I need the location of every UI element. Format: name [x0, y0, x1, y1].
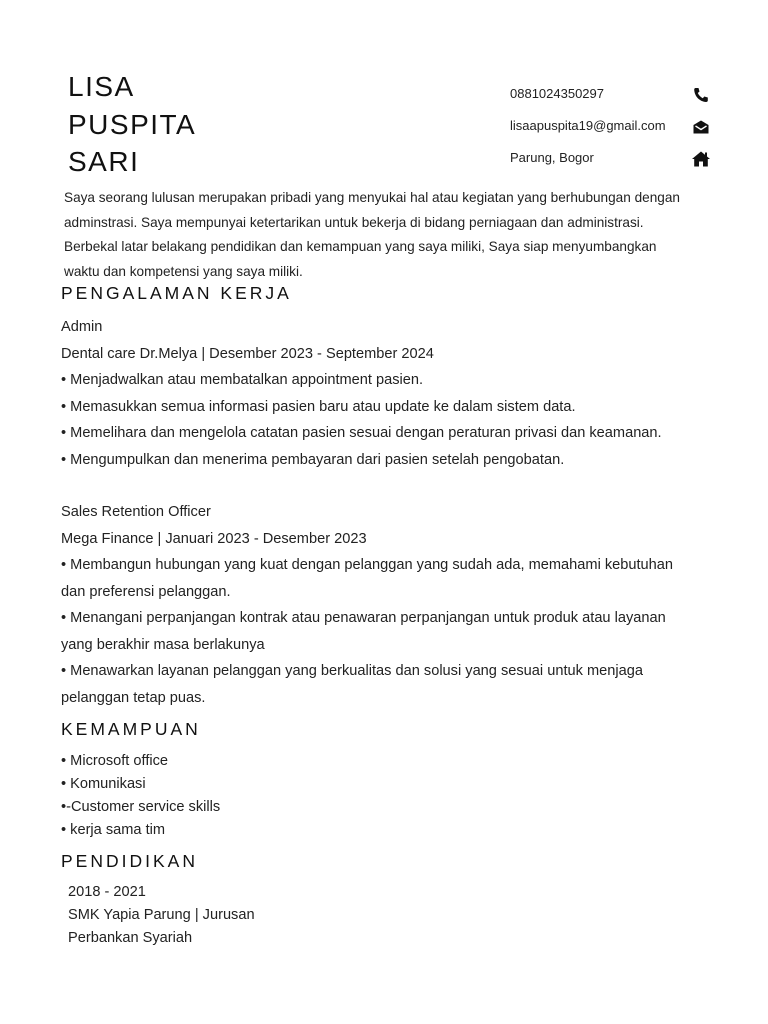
phone-icon	[691, 86, 711, 104]
summary-line: adminstrasi. Saya mempunyai ketertarikan untuk bekerja di bidang perniagaan dan administrasi.	[64, 214, 644, 230]
summary-line: Berbekal latar belakang pendidikan dan kemampuan yang saya miliki, Saya siap menyumbangkan	[64, 239, 657, 254]
job-company-period: Dental care Dr.Melya | Desember 2023 - September 2024	[61, 345, 434, 362]
job-bullet: • Memelihara dan mengelola catatan pasien sesuai dengan peraturan privasi dan keamanan.	[61, 425, 662, 441]
contact-email-row	[510, 116, 730, 148]
skills-title: KEMAMPUAN	[61, 719, 201, 739]
education-years: 2018 - 2021	[68, 884, 146, 900]
skill-item: • kerja sama tim	[61, 822, 166, 838]
job-bullet: • Mengumpulkan dan menerima pembayaran dari pasien setelah pengobatan.	[61, 451, 565, 468]
job-bullet: • Membangun hubungan yang kuat dengan pelanggan yang sudah ada, memahami kebutuhan	[61, 557, 674, 573]
contact-email: lisaapuspita19@gmail.com	[510, 118, 666, 133]
skill-item: • Komunikasi	[61, 776, 146, 792]
education-entry	[68, 881, 768, 950]
contact-address-row	[510, 148, 730, 180]
summary-line: waktu dan kompetensi yang saya miliki.	[64, 263, 303, 279]
education-school: SMK Yapia Parung | Jurusan	[68, 907, 255, 923]
job-role: Admin	[61, 319, 103, 335]
name-last: SARI	[68, 146, 140, 177]
job-bullet: yang berakhir masa berlakunya	[61, 636, 265, 653]
job-bullet: dan preferensi pelanggan.	[61, 583, 231, 600]
skill-item: • Microsoft office	[61, 753, 169, 769]
education-major: Perbankan Syariah	[68, 930, 193, 946]
job-bullet: • Menjadwalkan atau membatalkan appointment pasien.	[61, 372, 424, 388]
job-admin	[61, 314, 761, 473]
summary-line: Saya seorang lulusan merupakan pribadi yang menyukai hal atau kegiatan yang berhubungan dengan	[64, 190, 680, 205]
contact-phone-row	[510, 84, 730, 116]
skills-list	[61, 750, 761, 842]
envelope-icon	[691, 118, 711, 136]
job-sales-retention	[61, 499, 761, 711]
profile-summary	[64, 186, 754, 284]
skill-item: •-Customer service skills	[61, 799, 221, 815]
home-icon	[691, 150, 711, 168]
job-role: Sales Retention Officer	[61, 504, 211, 520]
job-bullet: • Menawarkan layanan pelanggan yang berkualitas dan solusi yang sesuai untuk menjaga	[61, 663, 643, 679]
experience-title: PENGALAMAN KERJA	[61, 283, 292, 303]
resume-name	[68, 68, 196, 181]
name-first: LISA	[68, 71, 135, 102]
contact-phone: 0881024350297	[510, 86, 604, 101]
job-company-period: Mega Finance | Januari 2023 - Desember 2023	[61, 530, 367, 547]
contact-info	[510, 84, 730, 180]
name-middle: PUSPITA	[68, 108, 197, 140]
job-bullet: • Memasukkan semua informasi pasien baru atau update ke dalam sistem data.	[61, 398, 576, 415]
job-bullet: pelanggan tetap puas.	[61, 689, 206, 706]
contact-address: Parung, Bogor	[510, 150, 594, 165]
education-title: PENDIDIKAN	[61, 851, 198, 871]
job-bullet: • Menangani perpanjangan kontrak atau penawaran perpanjangan untuk produk atau layanan	[61, 610, 666, 626]
